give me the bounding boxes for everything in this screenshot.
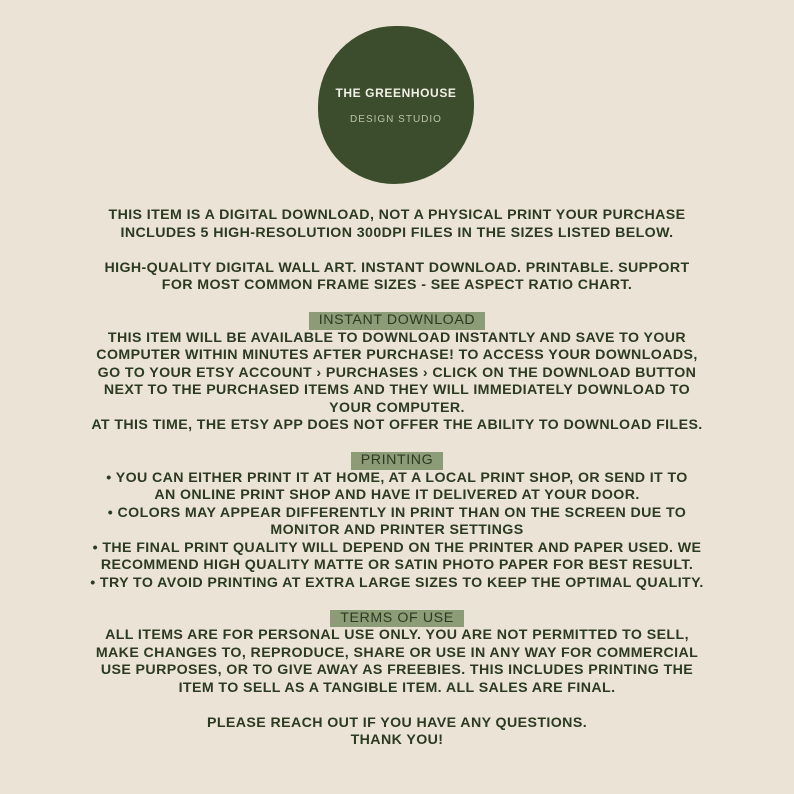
printing-section xyxy=(0,452,794,592)
section-line: • THE FINAL PRINT QUALITY WILL DEPEND ON THE PRINTER AND PAPER USED. WE xyxy=(92,539,702,556)
quality-line: HIGH-QUALITY DIGITAL WALL ART. INSTANT DOWNLOAD. PRINTABLE. SUPPORT xyxy=(104,259,690,276)
section-line: MONITOR AND PRINTER SETTINGS xyxy=(270,522,524,538)
listing-description xyxy=(0,207,794,750)
logo-subtitle: DESIGN STUDIO xyxy=(350,113,442,125)
section-line: ALL ITEMS ARE FOR PERSONAL USE ONLY. YOU ARE NOT PERMITTED TO SELL, xyxy=(105,627,689,643)
section-line: • COLORS MAY APPEAR DIFFERENTLY IN PRINT THAN ON THE SCREEN DUE TO xyxy=(107,504,687,521)
section-line: USE PURPOSES, OR TO GIVE AWAY AS FREEBIES. THIS INCLUDES PRINTING THE xyxy=(100,662,694,678)
closing-line: THANK YOU! xyxy=(350,732,444,748)
quality-line: FOR MOST COMMON FRAME SIZES - SEE ASPECT RATIO CHART. xyxy=(161,277,633,293)
terms-heading: TERMS OF USE xyxy=(330,610,464,628)
section-line: NEXT TO THE PURCHASED ITEMS AND THEY WILL IMMEDIATELY DOWNLOAD TO xyxy=(103,382,691,398)
closing-line: PLEASE REACH OUT IF YOU HAVE ANY QUESTIONS. xyxy=(206,714,588,731)
quality-section xyxy=(0,260,794,295)
section-line: AN ONLINE PRINT SHOP AND HAVE IT DELIVERED AT YOUR DOOR. xyxy=(154,487,640,503)
instant-download-section xyxy=(0,312,794,435)
printing-heading: PRINTING xyxy=(351,452,444,470)
terms-section xyxy=(0,610,794,698)
intro-line: THIS ITEM IS A DIGITAL DOWNLOAD, NOT A PHYSICAL PRINT YOUR PURCHASE xyxy=(108,207,686,223)
instant-download-heading: INSTANT DOWNLOAD xyxy=(309,312,485,330)
section-line: GO TO YOUR ETSY ACCOUNT › PURCHASES › CLICK ON THE DOWNLOAD BUTTON xyxy=(97,364,697,381)
section-line: ITEM TO SELL AS A TANGIBLE ITEM. ALL SALES ARE FINAL. xyxy=(178,679,616,696)
section-line: • YOU CAN EITHER PRINT IT AT HOME, AT A LOCAL PRINT SHOP, OR SEND IT TO xyxy=(106,469,688,486)
studio-logo xyxy=(318,26,474,184)
intro-line: INCLUDES 5 HIGH-RESOLUTION 300DPI FILES IN THE SIZES LISTED BELOW. xyxy=(120,224,674,241)
section-line: • TRY TO AVOID PRINTING AT EXTRA LARGE SIZES TO KEEP THE OPTIMAL QUALITY. xyxy=(90,574,704,591)
section-line: AT THIS TIME, THE ETSY APP DOES NOT OFFER THE ABILITY TO DOWNLOAD FILES. xyxy=(91,417,703,433)
section-line: MAKE CHANGES TO, REPRODUCE, SHARE OR USE IN ANY WAY FOR COMMERCIAL xyxy=(95,644,699,661)
section-line: YOUR COMPUTER. xyxy=(329,399,465,416)
section-line: COMPUTER WITHIN MINUTES AFTER PURCHASE! TO ACCESS YOUR DOWNLOADS, xyxy=(96,347,698,363)
closing-section xyxy=(0,715,794,750)
intro-section xyxy=(0,207,794,242)
section-line: THIS ITEM WILL BE AVAILABLE TO DOWNLOAD INSTANTLY AND SAVE TO YOUR xyxy=(107,329,687,346)
section-line: RECOMMEND HIGH QUALITY MATTE OR SATIN PHOTO PAPER FOR BEST RESULT. xyxy=(100,557,694,573)
logo-title: THE GREENHOUSE xyxy=(335,85,457,100)
